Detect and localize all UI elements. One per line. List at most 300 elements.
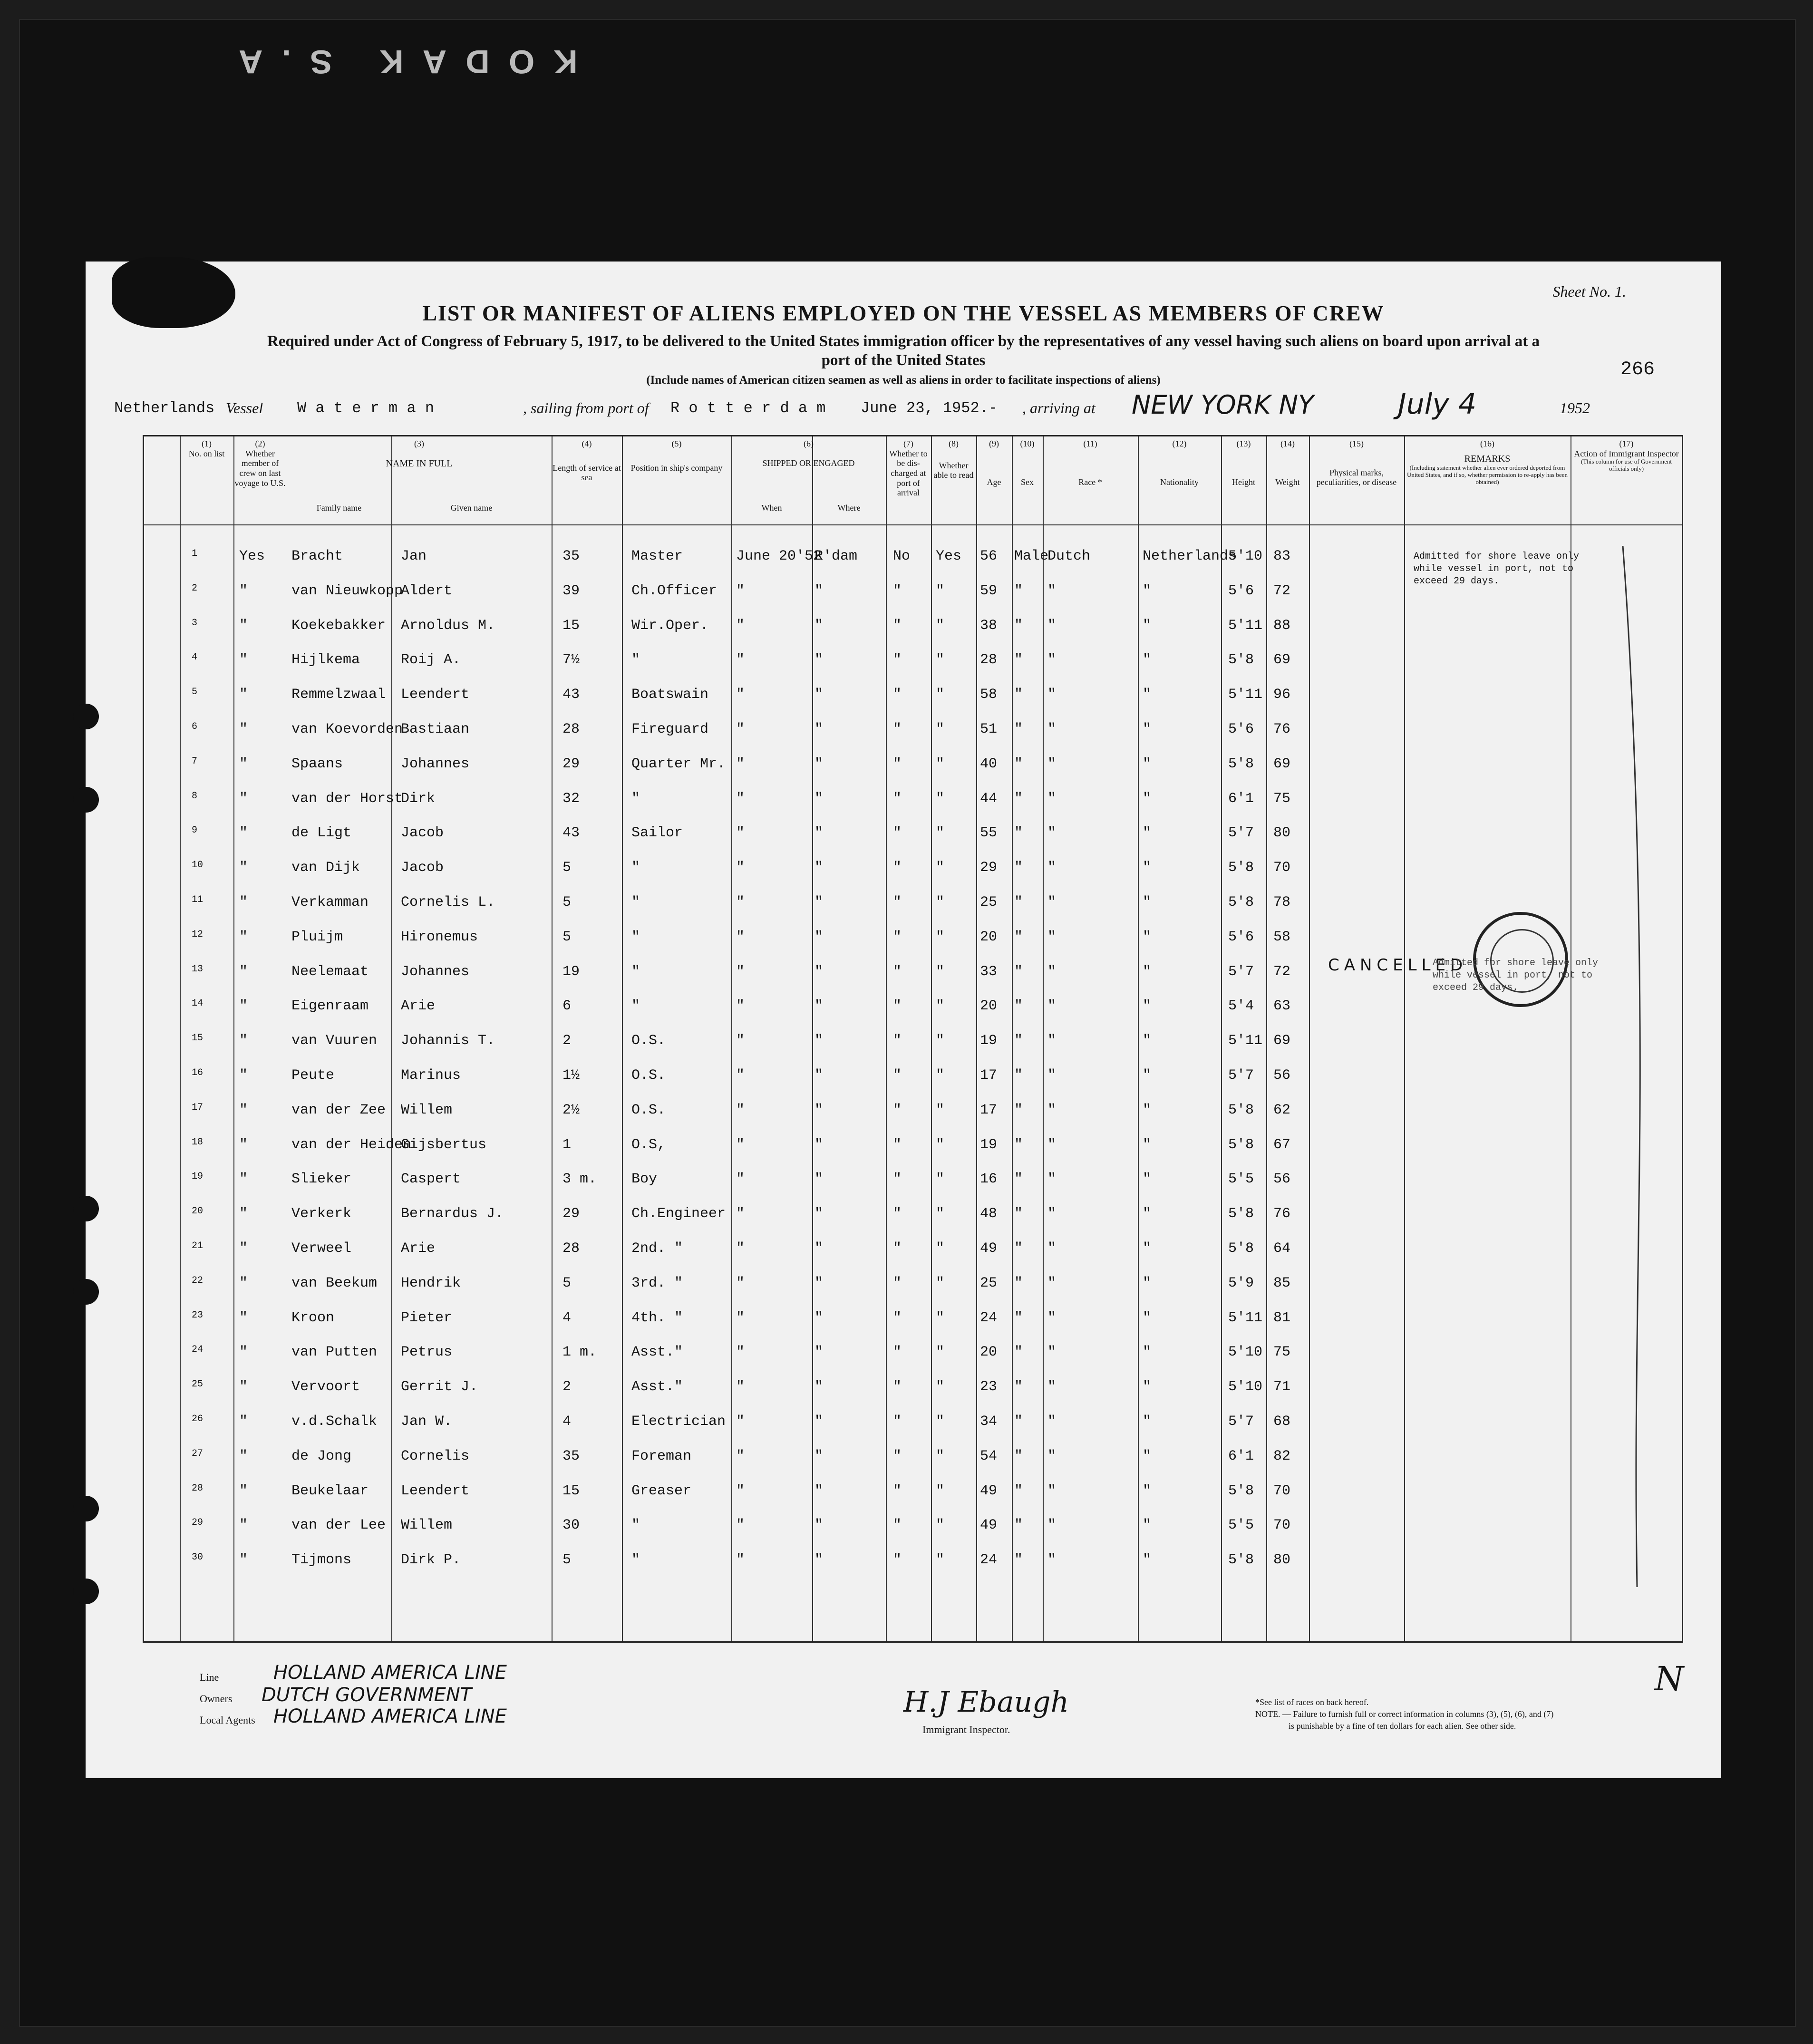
cell-sex: ": [1014, 860, 1023, 876]
cell-when: ": [736, 963, 745, 980]
cell-age: 51: [980, 721, 998, 737]
cell-len: 4: [562, 1309, 572, 1326]
cell-giv: Jan W.: [401, 1414, 453, 1430]
cell-n: 28: [192, 1482, 204, 1494]
cell-where: ": [814, 687, 824, 703]
cell-when: ": [736, 894, 745, 911]
cell-nat: ": [1143, 1067, 1152, 1084]
cell-dis: ": [893, 1309, 902, 1326]
cell-fam: van der Heiden: [291, 1136, 412, 1153]
cell-pos: Electrician: [631, 1414, 726, 1430]
cell-read: ": [936, 790, 945, 807]
cell-voy: ": [239, 1379, 248, 1395]
cell-pos: 4th. ": [631, 1309, 683, 1326]
cell-when: June 20'52: [736, 548, 822, 564]
arrival-year: 1952: [1560, 399, 1590, 417]
cell-race: ": [1047, 998, 1057, 1015]
cell-dis: ": [893, 860, 902, 876]
cell-race: ": [1047, 1102, 1057, 1118]
cell-voy: ": [239, 1344, 248, 1361]
cell-age: 40: [980, 756, 998, 772]
cell-n: 18: [192, 1136, 204, 1148]
cell-giv: Willem: [401, 1102, 453, 1118]
cell-when: ": [736, 998, 745, 1015]
cell-fam: Verkamman: [291, 894, 369, 911]
cell-voy: ": [239, 1033, 248, 1049]
cell-nat: ": [1143, 894, 1152, 911]
cell-ht: 5'5: [1228, 1517, 1254, 1534]
cell-read: ": [936, 998, 945, 1015]
cell-fam: van Nieuwkopp: [291, 582, 403, 599]
cell-voy: ": [239, 652, 248, 668]
cell-voy: ": [239, 790, 248, 807]
cell-ht: 5'8: [1228, 1240, 1254, 1257]
cell-len: 30: [562, 1517, 580, 1534]
table-row: [144, 1127, 1682, 1162]
cell-pos: Quarter Mr.: [631, 756, 726, 772]
cell-age: 25: [980, 894, 998, 911]
cell-len: 5: [562, 894, 572, 911]
cell-nat: ": [1143, 687, 1152, 703]
cell-race: ": [1047, 1344, 1057, 1361]
manifest-title: LIST OR MANIFEST OF ALIENS EMPLOYED ON THE VESSEL AS MEMBERS OF CREW: [422, 301, 1385, 325]
cell-ht: 5'10: [1228, 548, 1263, 564]
agents-value: HOLLAND AMERICA LINE: [273, 1705, 507, 1727]
cell-ht: 5'10: [1228, 1344, 1263, 1361]
cell-giv: Arnoldus M.: [401, 617, 495, 634]
cell-when: ": [736, 1344, 745, 1361]
cell-len: 1½: [562, 1067, 580, 1084]
cell-giv: Jacob: [401, 825, 444, 842]
cell-race: ": [1047, 1448, 1057, 1464]
cell-when: ": [736, 1517, 745, 1534]
cell-read: ": [936, 963, 945, 980]
cell-when: ": [736, 860, 745, 876]
instruction-note: (Include names of American citizen seamen as well as aliens in order to facilitate inspections of aliens): [646, 374, 1161, 387]
cell-when: ": [736, 929, 745, 945]
cell-giv: Dirk P.: [401, 1552, 461, 1569]
cell-voy: ": [239, 1482, 248, 1499]
cell-ht: 5'8: [1228, 1552, 1254, 1569]
cell-pos: ": [631, 790, 640, 807]
cell-len: 3 m.: [562, 1171, 597, 1188]
cell-giv: Jan: [401, 548, 427, 564]
cell-fam: Bracht: [291, 548, 343, 564]
cell-ht: 5'8: [1228, 1206, 1254, 1222]
cell-len: 5: [562, 1552, 572, 1569]
cell-where: ": [814, 1171, 824, 1188]
cell-voy: ": [239, 963, 248, 980]
cell-age: 19: [980, 1033, 998, 1049]
cell-sex: ": [1014, 1414, 1023, 1430]
cell-dis: ": [893, 687, 902, 703]
cell-giv: Johannes: [401, 963, 470, 980]
punch-hole: [73, 1196, 99, 1221]
film-edge-marking: KODAK S.A: [220, 43, 578, 80]
cell-where: ": [814, 1552, 824, 1569]
cell-nat: ": [1143, 1482, 1152, 1499]
cell-age: 20: [980, 998, 998, 1015]
cell-giv: Leendert: [401, 687, 470, 703]
table-row: [144, 1231, 1682, 1266]
cell-fam: Peute: [291, 1067, 335, 1084]
cell-read: ": [936, 1033, 945, 1049]
cell-len: 35: [562, 1448, 580, 1464]
cell-pos: Boatswain: [631, 687, 709, 703]
cell-age: 28: [980, 652, 998, 668]
cell-wt: 82: [1273, 1448, 1291, 1464]
cell-ht: 5'6: [1228, 582, 1254, 599]
cell-race: ": [1047, 1275, 1057, 1291]
cell-pos: Foreman: [631, 1448, 692, 1464]
cell-dis: ": [893, 1171, 902, 1188]
header-no: (1) No. on list: [188, 439, 225, 458]
header-name: (3) NAME IN FULL: [386, 439, 453, 469]
table-row: [144, 1196, 1682, 1231]
cell-where: ": [814, 582, 824, 599]
cell-age: 17: [980, 1102, 998, 1118]
cell-dis: ": [893, 721, 902, 737]
cell-where: ": [814, 860, 824, 876]
cell-sex: ": [1014, 825, 1023, 842]
cell-where: ": [814, 1344, 824, 1361]
cell-nat: ": [1143, 963, 1152, 980]
cell-read: ": [936, 721, 945, 737]
cell-wt: 75: [1273, 1344, 1291, 1361]
cell-age: 49: [980, 1240, 998, 1257]
cell-sex: ": [1014, 1067, 1023, 1084]
cell-ht: 5'11: [1228, 617, 1263, 634]
cell-sex: ": [1014, 1240, 1023, 1257]
cell-when: ": [736, 687, 745, 703]
cell-read: ": [936, 860, 945, 876]
cell-ht: 5'8: [1228, 756, 1254, 772]
cell-voy: ": [239, 1552, 248, 1569]
cell-len: 29: [562, 756, 580, 772]
cell-age: 56: [980, 548, 998, 564]
cell-ht: 5'8: [1228, 894, 1254, 911]
cell-read: ": [936, 1309, 945, 1326]
cell-sex: ": [1014, 1344, 1023, 1361]
cell-age: 16: [980, 1171, 998, 1188]
cell-wt: 76: [1273, 1206, 1291, 1222]
cell-read: ": [936, 1240, 945, 1257]
cell-fam: Vervoort: [291, 1379, 360, 1395]
cell-fam: Verkerk: [291, 1206, 352, 1222]
cell-len: 35: [562, 548, 580, 564]
cell-n: 30: [192, 1552, 204, 1563]
cell-pos: Ch.Officer: [631, 582, 717, 599]
cell-giv: Willem: [401, 1517, 453, 1534]
cell-ht: 5'10: [1228, 1379, 1263, 1395]
cell-race: ": [1047, 1309, 1057, 1326]
cell-pos: 3rd. ": [631, 1275, 683, 1291]
cell-race: ": [1047, 1482, 1057, 1499]
cell-race: ": [1047, 1067, 1057, 1084]
inspector-vertical-stroke: [1618, 546, 1647, 1592]
cell-len: 32: [562, 790, 580, 807]
cell-ht: 5'11: [1228, 1309, 1263, 1326]
cell-age: 38: [980, 617, 998, 634]
cell-when: ": [736, 582, 745, 599]
table-row: [144, 1404, 1682, 1439]
cell-read: ": [936, 756, 945, 772]
arriving-label: , arriving at: [1022, 399, 1096, 417]
header-nationality: (12) Nationality: [1160, 439, 1199, 487]
cell-read: ": [936, 617, 945, 634]
cell-wt: 83: [1273, 548, 1291, 564]
cell-sex: ": [1014, 756, 1023, 772]
cell-fam: van Vuuren: [291, 1033, 378, 1049]
cell-len: 7½: [562, 652, 580, 668]
cell-nat: ": [1143, 998, 1152, 1015]
cell-age: 34: [980, 1414, 998, 1430]
header-last-voyage: (2) Whether member of crew on last voyage to U.S.: [234, 439, 286, 488]
cell-len: 1 m.: [562, 1344, 597, 1361]
cell-where: ": [814, 894, 824, 911]
cell-pos: Master: [631, 548, 683, 564]
cell-nat: ": [1143, 1552, 1152, 1569]
cell-n: 7: [192, 756, 198, 767]
cell-voy: ": [239, 1102, 248, 1118]
cell-where: ": [814, 998, 824, 1015]
cell-voy: ": [239, 1240, 248, 1257]
cell-age: 59: [980, 582, 998, 599]
cell-n: 25: [192, 1379, 204, 1390]
cell-giv: Cornelis: [401, 1448, 470, 1464]
cell-n: 22: [192, 1275, 204, 1286]
header-physical-marks: (15) Physical marks, peculiarities, or disease: [1316, 439, 1397, 487]
cell-voy: ": [239, 1517, 248, 1534]
cell-read: ": [936, 1102, 945, 1118]
cell-voy: ": [239, 617, 248, 634]
cell-age: 44: [980, 790, 998, 807]
cell-voy: ": [239, 756, 248, 772]
cell-ht: 5'7: [1228, 825, 1254, 842]
cell-wt: 85: [1273, 1275, 1291, 1291]
cell-len: 43: [562, 687, 580, 703]
cell-race: ": [1047, 687, 1057, 703]
cell-read: ": [936, 1379, 945, 1395]
cell-dis: ": [893, 617, 902, 634]
cell-pos: ": [631, 998, 640, 1015]
table-row: [144, 1162, 1682, 1196]
cell-dis: ": [893, 1552, 902, 1569]
cell-len: 28: [562, 1240, 580, 1257]
sheet-number: Sheet No. 1.: [1552, 283, 1626, 300]
cell-race: ": [1047, 721, 1057, 737]
cell-dis: ": [893, 1344, 902, 1361]
cell-where: ": [814, 825, 824, 842]
cell-fam: Pluijm: [291, 929, 343, 945]
inspector-label: Immigrant Inspector.: [922, 1724, 1010, 1735]
initial-mark: N: [1655, 1659, 1684, 1698]
table-row: [144, 1093, 1682, 1127]
cell-n: 12: [192, 929, 204, 940]
cell-ht: 5'8: [1228, 1482, 1254, 1499]
cell-nat: ": [1143, 929, 1152, 945]
cell-wt: 96: [1273, 687, 1291, 703]
cell-len: 29: [562, 1206, 580, 1222]
cell-ht: 5'5: [1228, 1171, 1254, 1188]
header-weight: (14) Weight: [1275, 439, 1300, 487]
header-age: (9) Age: [987, 439, 1001, 487]
cell-fam: de Ligt: [291, 825, 352, 842]
cell-dis: ": [893, 1102, 902, 1118]
cell-race: ": [1047, 617, 1057, 634]
cell-n: 14: [192, 998, 204, 1009]
header-length-service: (4) Length of service at sea: [553, 439, 621, 483]
cell-fam: van Beekum: [291, 1275, 378, 1291]
cell-sex: ": [1014, 790, 1023, 807]
cell-dis: ": [893, 1033, 902, 1049]
cell-nat: ": [1143, 1344, 1152, 1361]
cell-dis: ": [893, 790, 902, 807]
cell-giv: Johannis T.: [401, 1033, 495, 1049]
cell-len: 4: [562, 1414, 572, 1430]
cell-nat: ": [1143, 652, 1152, 668]
cell-read: ": [936, 1344, 945, 1361]
cell-pos: Asst.": [631, 1344, 683, 1361]
header-given-name: Given name: [450, 503, 493, 513]
header-family-name: Family name: [316, 503, 362, 513]
cell-pos: Asst.": [631, 1379, 683, 1395]
cell-voy: ": [239, 582, 248, 599]
header-discharged: (7) Whether to be dis- charged at port of arrival: [889, 439, 928, 498]
cell-sex: ": [1014, 1552, 1023, 1569]
cell-len: 28: [562, 721, 580, 737]
cell-giv: Dirk: [401, 790, 436, 807]
cell-nat: ": [1143, 1033, 1152, 1049]
cell-pos: Fireguard: [631, 721, 709, 737]
cell-giv: Arie: [401, 1240, 436, 1257]
cell-pos: Greaser: [631, 1482, 692, 1499]
cell-race: ": [1047, 1171, 1057, 1188]
punch-hole: [73, 1496, 99, 1521]
cell-dis: ": [893, 894, 902, 911]
cell-sex: ": [1014, 687, 1023, 703]
remarks-row12: Admitted for shore leave only while vessel in port, not to exceed 29 days.: [1433, 958, 1599, 993]
cell-age: 19: [980, 1136, 998, 1153]
cell-nat: ": [1143, 825, 1152, 842]
cell-nat: ": [1143, 1517, 1152, 1534]
cell-sex: ": [1014, 1482, 1023, 1499]
cell-n: 16: [192, 1067, 204, 1078]
cell-dis: ": [893, 963, 902, 980]
cell-sex: ": [1014, 963, 1023, 980]
cell-race: ": [1047, 652, 1057, 668]
cell-voy: ": [239, 1414, 248, 1430]
table-row: [144, 1023, 1682, 1058]
cell-race: ": [1047, 963, 1057, 980]
punch-hole: [73, 1579, 99, 1604]
cell-age: 49: [980, 1482, 998, 1499]
cell-fam: Verweel: [291, 1240, 352, 1257]
cell-nat: ": [1143, 1379, 1152, 1395]
cell-fam: Koekebakker: [291, 617, 386, 634]
sailing-label: , sailing from port of: [523, 399, 649, 417]
cell-when: ": [736, 1448, 745, 1464]
punch-hole: [73, 704, 99, 729]
cell-giv: Roij A.: [401, 652, 461, 668]
cell-read: ": [936, 1448, 945, 1464]
punch-hole: [73, 1279, 99, 1305]
cell-wt: 72: [1273, 963, 1291, 980]
table-row: [144, 920, 1682, 954]
cell-when: ": [736, 617, 745, 634]
cell-n: 2: [192, 582, 198, 594]
cell-ht: 5'7: [1228, 1414, 1254, 1430]
cell-read: ": [936, 1414, 945, 1430]
cell-n: 23: [192, 1309, 204, 1321]
cell-race: ": [1047, 1206, 1057, 1222]
cell-fam: Spaans: [291, 756, 343, 772]
header-when: When: [761, 503, 782, 513]
cell-when: ": [736, 825, 745, 842]
header-height: (13) Height: [1232, 439, 1255, 487]
cell-len: 2: [562, 1033, 572, 1049]
cell-sex: ": [1014, 721, 1023, 737]
cell-read: ": [936, 687, 945, 703]
cell-dis: ": [893, 756, 902, 772]
cell-wt: 69: [1273, 756, 1291, 772]
cell-len: 1: [562, 1136, 572, 1153]
owners-value: DUTCH GOVERNMENT: [262, 1684, 472, 1706]
cell-n: 3: [192, 617, 198, 629]
table-row: [144, 1439, 1682, 1473]
line-value: HOLLAND AMERICA LINE: [273, 1662, 507, 1684]
header-read: (8) Whether able to read: [933, 439, 974, 480]
cell-where: ": [814, 1448, 824, 1464]
cell-when: ": [736, 1067, 745, 1084]
cell-len: 43: [562, 825, 580, 842]
cell-dis: ": [893, 1414, 902, 1430]
cell-where: ": [814, 617, 824, 634]
cell-where: ": [814, 1033, 824, 1049]
cell-pos: ": [631, 929, 640, 945]
header-race: (11) Race *: [1078, 439, 1102, 487]
cell-dis: ": [893, 1240, 902, 1257]
cell-sex: ": [1014, 582, 1023, 599]
cell-where: R'dam: [814, 548, 858, 564]
cell-dis: ": [893, 1136, 902, 1153]
cell-sex: ": [1014, 998, 1023, 1015]
cell-wt: 80: [1273, 825, 1291, 842]
cell-read: ": [936, 1552, 945, 1569]
cell-len: 15: [562, 1482, 580, 1499]
cell-voy: ": [239, 1448, 248, 1464]
cell-n: 17: [192, 1102, 204, 1113]
cell-read: ": [936, 652, 945, 668]
cell-sex: ": [1014, 1517, 1023, 1534]
cell-giv: Arie: [401, 998, 436, 1015]
cell-dis: No: [893, 548, 911, 564]
cell-fam: Remmelzwaal: [291, 687, 386, 703]
cell-n: 26: [192, 1414, 204, 1424]
cell-voy: ": [239, 929, 248, 945]
manifest-sheet: [86, 262, 1721, 1778]
cell-age: 29: [980, 860, 998, 876]
cell-fam: van der Horst: [291, 790, 403, 807]
cell-sex: ": [1014, 894, 1023, 911]
cell-where: ": [814, 721, 824, 737]
cell-wt: 78: [1273, 894, 1291, 911]
cell-when: ": [736, 790, 745, 807]
cell-where: ": [814, 1517, 824, 1534]
cell-fam: van der Lee: [291, 1517, 386, 1534]
table-row: [144, 1542, 1682, 1577]
table-row: [144, 712, 1682, 746]
